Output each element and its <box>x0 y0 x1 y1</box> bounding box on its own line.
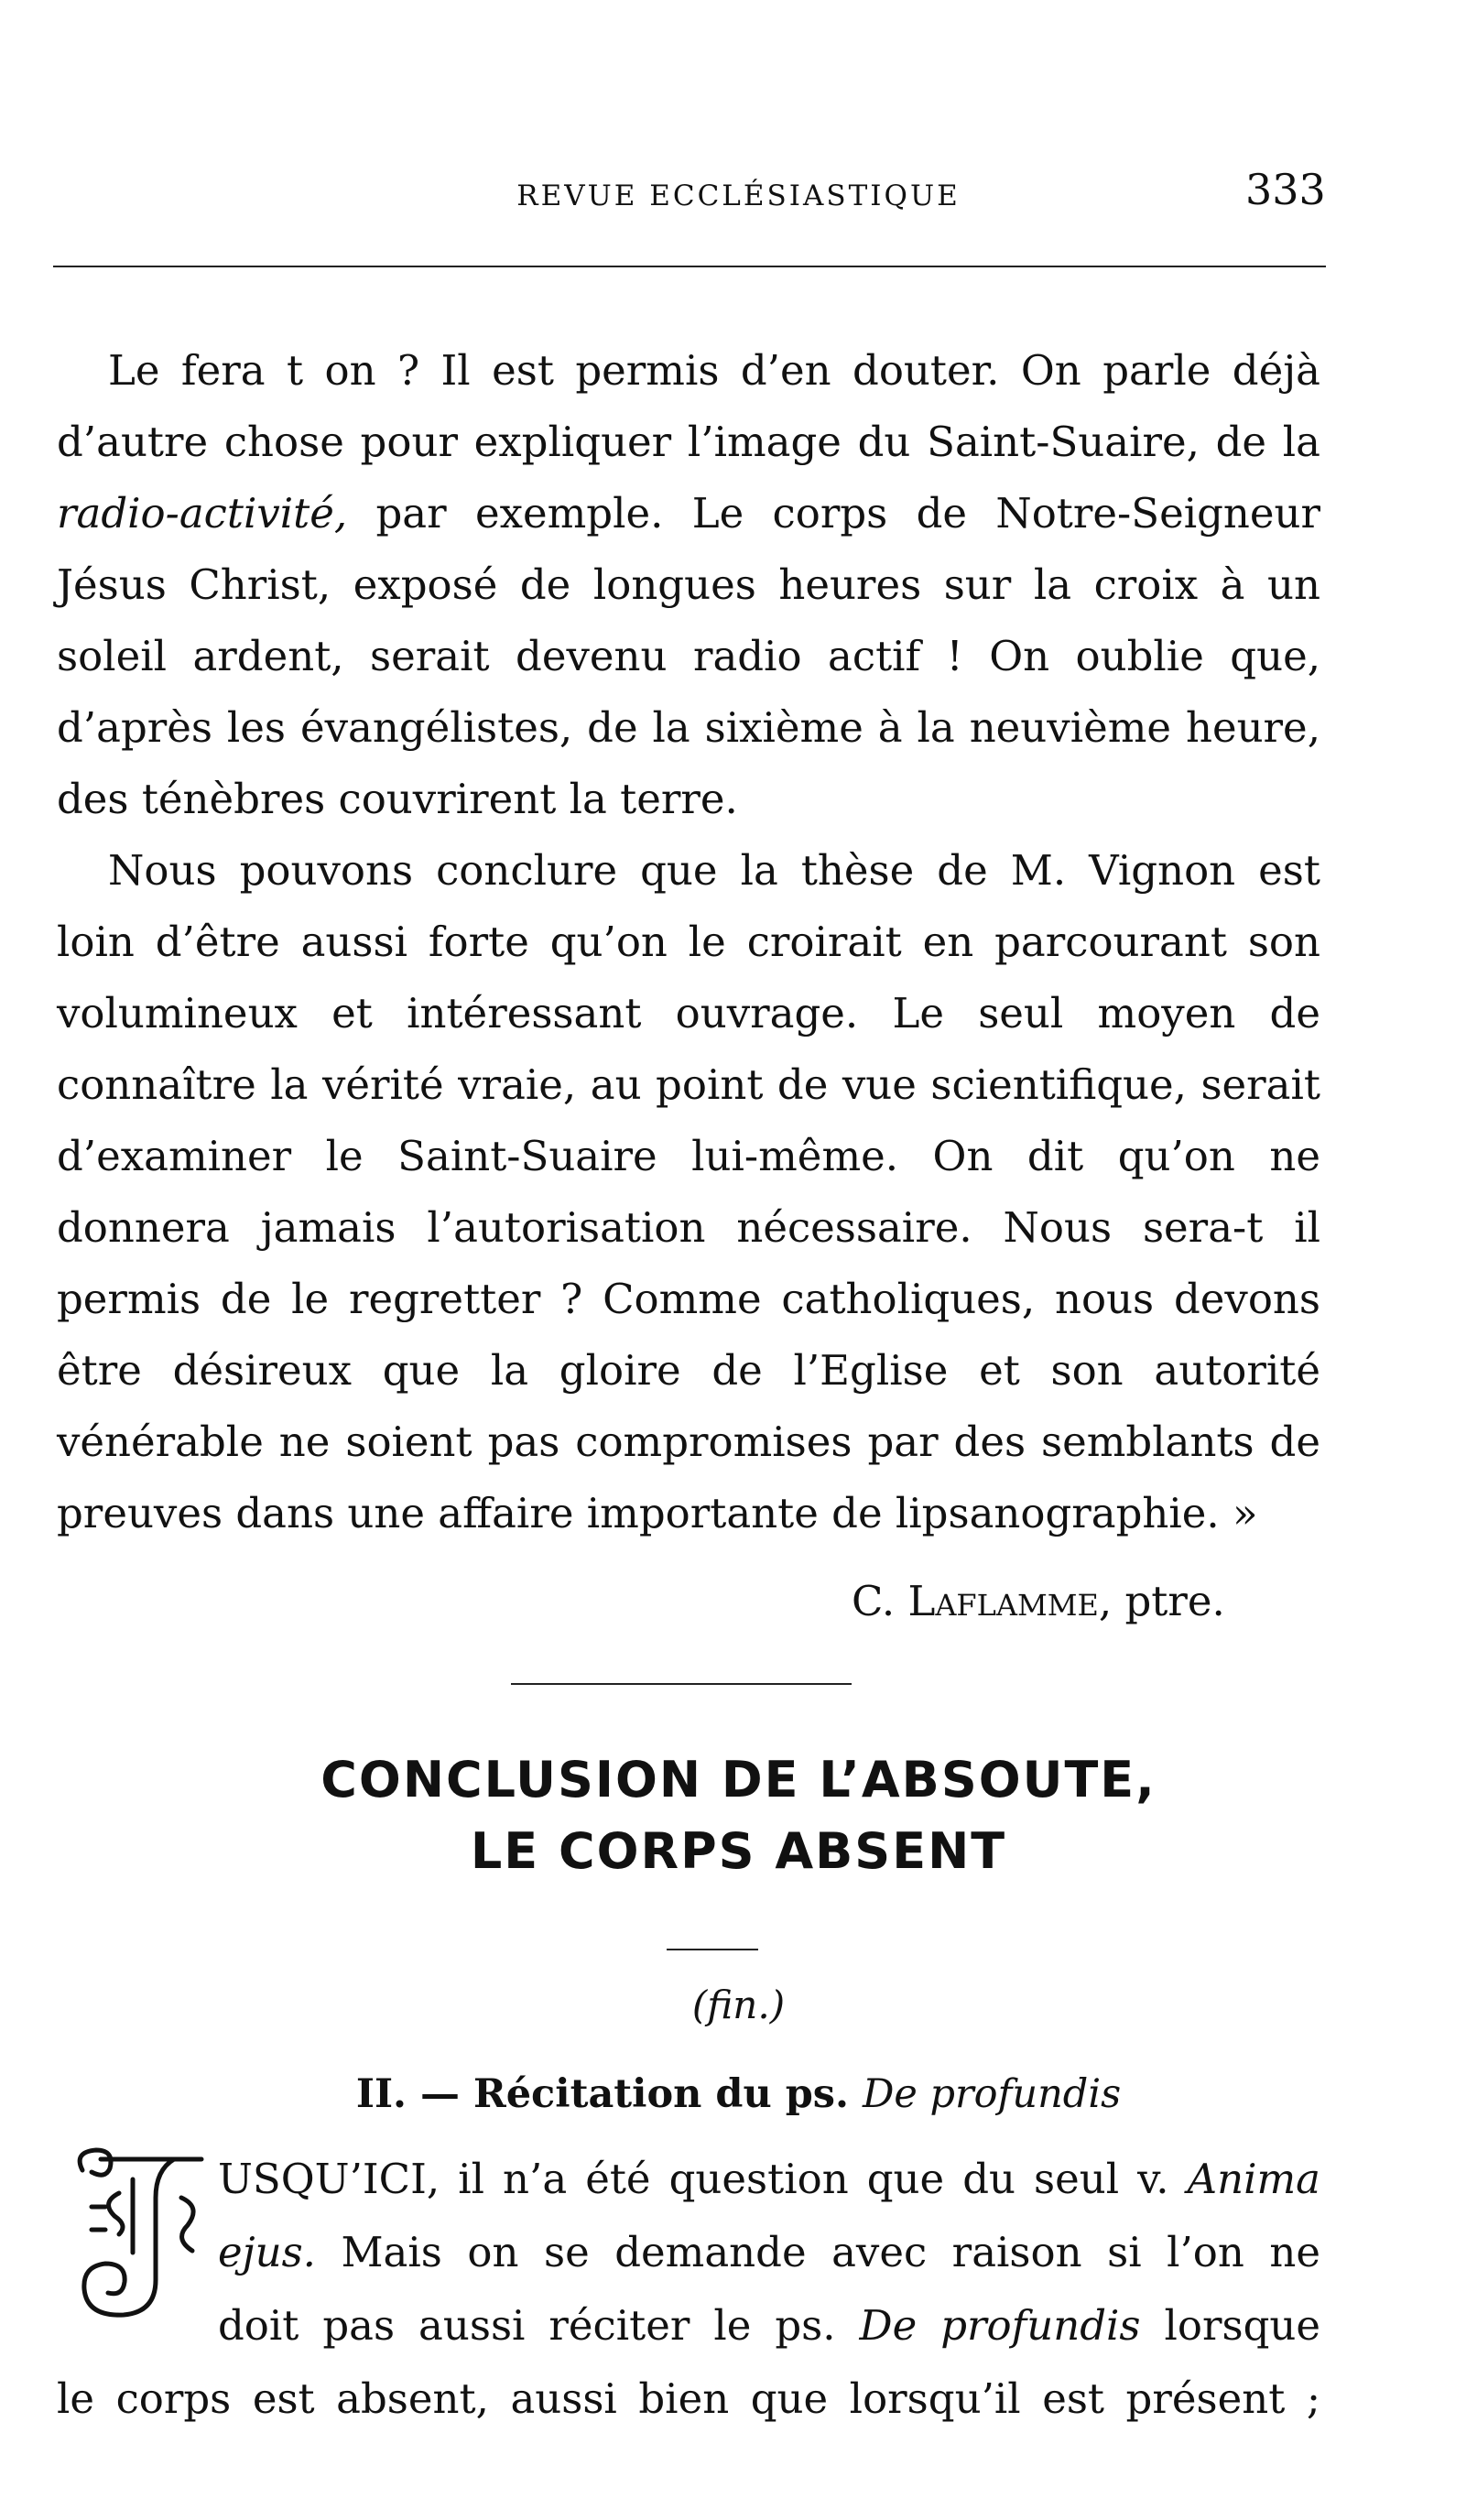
text-line-1 <box>218 2143 1320 2216</box>
text-line-2-part-a: ejus. <box>218 2228 316 2276</box>
text-line-2 <box>218 2216 1320 2289</box>
signature-name: Laflamme <box>907 1577 1099 1625</box>
text-line-3-part-a: doit pas aussi réciter le ps. <box>218 2301 860 2350</box>
text-line-2-part-b: Mais on se demande avec raison si l’on ne <box>315 2228 1320 2276</box>
paragraph-1 <box>57 335 1320 835</box>
text-line-3-part-c: lorsque <box>1140 2301 1321 2350</box>
author-signature <box>852 1577 1225 1625</box>
section-psalm: De profundis <box>862 2071 1122 2117</box>
section-title: Récitation du ps. <box>472 2071 863 2117</box>
section-divider <box>511 1683 852 1685</box>
section-number: II. — <box>355 2071 473 2117</box>
text-line-1-part-b: Anima <box>1187 2155 1320 2203</box>
page-number: 333 <box>1245 165 1326 214</box>
paragraph-1-segment: par exemple. Le corps de Notre-Seigneur Jésus Christ, exposé de longues heures sur la croix à un soleil ardent, serait devenu radio actif ! On oublie que, d’après les évangélistes, de la sixième à la neuvième heure, des ténèbres couvrirent la terre. <box>57 489 1320 823</box>
signature-suffix: , ptre. <box>1098 1577 1225 1625</box>
text-line-3-part-b: De profundis <box>859 2301 1141 2350</box>
signature-initial: C. <box>852 1577 908 1625</box>
text-line-3 <box>218 2289 1320 2362</box>
header-rule <box>53 266 1326 267</box>
paragraph-2: Nous pouvons conclure que la thèse de M. Vignon est loin d’être aussi forte qu’on le croirait en parcourant son volumineux et intéressant ouvrage. Le seul moyen de connaître la vérité vraie, au point de vue scientifique, serait d’examiner le Saint-Suaire lui-même. On dit qu’on ne donnera jamais l’autorisation nécessaire. Nous sera-t il permis de le regretter ? Comme catholiques, nous devons être désireux que la gloire de l’Eglise et son autorité vénérable ne soient pas compromises par des semblants de preuves dans une affaire importante de lipsanographie. » <box>57 846 1320 1537</box>
text-line-1-part-a: USQU’ICI, il n’a été question que du seul v. <box>218 2155 1188 2203</box>
text-line-4: le corps est absent, aussi bien que lorsqu’il est présent ; <box>57 2374 1320 2423</box>
paragraph-1-segment: Le fera t on ? Il est permis d’en douter. On parle déjà d’autre chose pour expliquer l’image du Saint-Suaire, de la <box>57 346 1320 466</box>
article-title-line-2: LE CORPS ABSENT <box>470 1822 1007 1880</box>
running-title: REVUE ECCLÉSIASTIQUE <box>516 179 961 212</box>
title-divider <box>667 1949 758 1950</box>
continuation-note: (fin.) <box>691 1982 786 2027</box>
ornamental-initial-j-icon <box>64 2143 220 2326</box>
paragraph-1-segment: radio-activité, <box>57 489 348 538</box>
article-title <box>0 1744 1477 1887</box>
section-heading <box>0 2071 1477 2117</box>
article-title-line-1: CONCLUSION DE L’ABSOUTE, <box>320 1751 1157 1809</box>
